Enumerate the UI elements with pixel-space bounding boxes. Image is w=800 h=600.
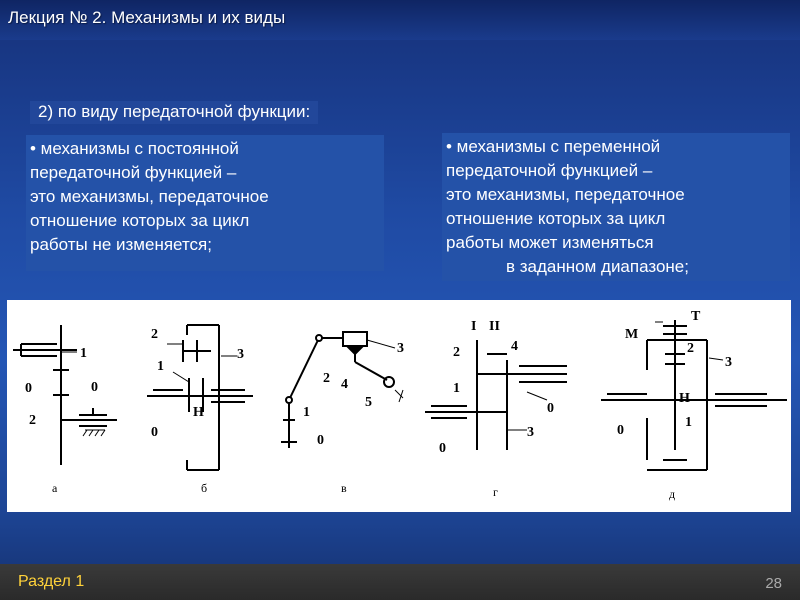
diagram-g-label: 4 (511, 339, 518, 354)
diagram-d-label: 1 (685, 415, 692, 430)
diagram-a-label: 2 (29, 413, 36, 428)
diagram-g-label: 1 (453, 381, 460, 396)
right-text-line: в заданном диапазоне; (506, 257, 689, 276)
right-text-block (442, 133, 790, 281)
diagram-g-label: II (489, 319, 500, 334)
footer-bar (0, 564, 800, 600)
left-text-line: работы не изменяется; (30, 235, 212, 254)
diagram-g-label: 0 (547, 401, 554, 416)
diagram-a-label: 0 (25, 381, 32, 396)
slide-subtitle: 2) по виду передаточной функции: (30, 101, 318, 124)
diagram-a-label: 1 (80, 346, 87, 361)
diagram-b-label: 0 (151, 425, 158, 440)
diagram-g-label: 0 (439, 441, 446, 456)
diagram-v-label: 1 (303, 405, 310, 420)
diagram-b-caption: б (201, 481, 208, 495)
right-text-line: отношение которых за цикл (446, 209, 666, 228)
diagram-b-label: 2 (151, 327, 158, 342)
diagram-g-label: 2 (453, 345, 460, 360)
diagram-g-label: 3 (527, 425, 534, 440)
diagram-v-label: 2 (323, 371, 330, 386)
diagram-b-label: 3 (237, 347, 244, 362)
diagram-a-label: 0 (91, 380, 98, 395)
left-text-line: передаточной функцией – (30, 163, 237, 182)
diagram-d-label: 3 (725, 355, 732, 370)
diagram-d (601, 309, 787, 501)
diagram-d-label: 0 (617, 423, 624, 438)
diagram-a (13, 325, 117, 495)
left-text-block (26, 135, 384, 271)
diagram-b-label: H (193, 405, 204, 420)
left-text-line: отношение которых за цикл (30, 211, 250, 230)
diagram-v-label: 4 (341, 377, 348, 392)
diagram-b-label: 1 (157, 359, 164, 374)
mechanism-diagrams-panel (7, 300, 791, 512)
left-text-line: это механизмы, передаточное (30, 187, 269, 206)
left-text-line: • механизмы с постоянной (30, 139, 239, 158)
diagram-v-label: 0 (317, 433, 324, 448)
diagram-d-label: T (691, 309, 701, 324)
slide-title: Лекция № 2. Механизмы и их виды (8, 8, 286, 27)
diagram-v-label: 5 (365, 395, 372, 410)
diagram-a-caption: а (52, 481, 58, 495)
diagram-d-label: 2 (687, 341, 694, 356)
diagram-v-label: 3 (397, 341, 404, 356)
diagram-v (281, 332, 404, 495)
diagram-g-caption: г (493, 485, 498, 499)
diagram-d-label: M (625, 327, 639, 342)
right-text-line: это механизмы, передаточное (446, 185, 685, 204)
right-text-line: • механизмы с переменной (446, 137, 661, 156)
diagram-g (425, 319, 567, 499)
diagram-g-label: I (471, 319, 477, 334)
right-text-line: работы может изменяться (446, 233, 654, 252)
footer-section-label: Раздел 1 (18, 573, 85, 590)
diagram-d-label: H (679, 391, 690, 406)
diagram-b (147, 325, 253, 495)
right-text-line: передаточной функцией – (446, 161, 653, 180)
page-number: 28 (765, 575, 782, 592)
diagram-d-caption: д (669, 487, 676, 501)
diagram-v-caption: в (341, 481, 347, 495)
